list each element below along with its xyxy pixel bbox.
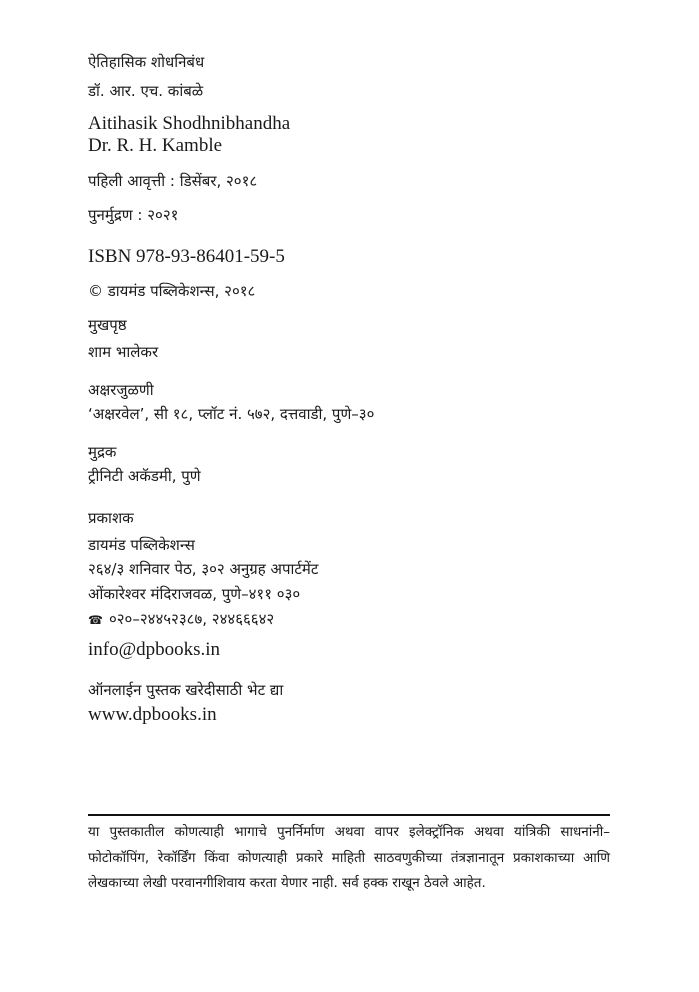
first-edition: पहिली आवृत्ती : डिसेंबर, २०१८ [88, 172, 258, 190]
publisher-email[interactable]: info@dpbooks.in [88, 639, 221, 660]
title-english: Aitihasik Shodhnibhandha [88, 113, 291, 134]
telephone-icon: ☎ [88, 613, 103, 627]
author-marathi: डॉ. आर. एच. कांबळे [88, 82, 204, 100]
publisher-address-2: ओंकारेश्वर मंदिराजवळ, पुणे–४११ ०३० [88, 585, 301, 603]
website-link[interactable]: www.dpbooks.in [88, 704, 217, 725]
isbn: ISBN 978-93-86401-59-5 [88, 246, 285, 267]
publisher-name: डायमंड पब्लिकेशन्स [88, 536, 195, 554]
cover-label: मुखपृष्ठ [88, 316, 127, 334]
typesetting-label: अक्षरजुळणी [88, 381, 154, 399]
copyright: © डायमंड पब्लिकेशन्स, २०१८ [88, 282, 256, 300]
printer-label: मुद्रक [88, 443, 117, 461]
title-marathi: ऐतिहासिक शोधनिबंध [88, 53, 205, 71]
phone-numbers: ०२०–२४४५२३८७, २४४६६६४२ [108, 610, 275, 628]
author-english: Dr. R. H. Kamble [88, 135, 223, 156]
publisher-address-1: २६४/३ शनिवार पेठ, ३०२ अनुग्रह अपार्टमेंट [88, 560, 319, 578]
cover-artist: शाम भालेकर [88, 343, 159, 361]
online-label: ऑनलाईन पुस्तक खरेदीसाठी भेट द्या [88, 681, 284, 699]
publisher-phone [88, 609, 274, 630]
divider [88, 814, 610, 816]
publisher-label: प्रकाशक [88, 509, 134, 527]
printer-value: ट्रीनिटी अकॅडमी, पुणे [88, 467, 201, 485]
typesetting-value: ‘अक्षरवेल’, सी १८, प्लॉट नं. ५७२, दत्तवाडी, पुणे–३० [88, 405, 375, 423]
rights-notice: या पुस्तकातील कोणत्याही भागाचे पुनर्निर्माण अथवा वापर इलेक्ट्रॉनिक अथवा यांत्रिकी साधनांनी– फोटोकॉपिंग, रेकॉर्डिंग किंवा कोणत्याही प्रकारे माहिती साठवणुकीच्या तंत्रज्ञानातून प्रकाशकाच्या आणि लेखकाच्या लेखी परवानगीशिवाय करता येणार नाही. सर्व हक्क राखून ठेवले आहेत. [88, 824, 610, 891]
reprint: पुनर्मुद्रण : २०२१ [88, 206, 179, 224]
